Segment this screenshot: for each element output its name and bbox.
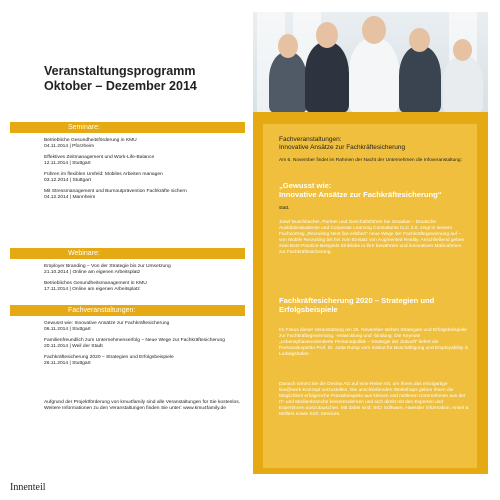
quote-line-1: „Gewusst wie:	[279, 181, 332, 190]
person-head	[453, 39, 472, 61]
item-title: Gewusst wie: Innovative Ansätze zur Fachkräftesicherung	[44, 321, 170, 326]
list-item	[44, 155, 244, 167]
fachveranstaltungen-list	[44, 321, 244, 372]
business-people-photo	[253, 12, 488, 112]
item-date: 17.11.2014 | Online am eigenen Arbeitsplatz	[44, 287, 140, 293]
item-date: 04.11.2014 | Pforzheim	[44, 144, 95, 150]
item-title: Familienfreundlich zum Unternehmenserfolg – Neue Wege zur Fachkräftesicherung	[44, 338, 225, 343]
caption: Innenteil	[10, 482, 46, 493]
brochure-spread	[10, 12, 488, 474]
person-silhouette	[399, 46, 441, 112]
item-date: 04.12.2014 | Mannheim	[44, 195, 96, 201]
quote-line-2: Innovative Ansätze zur Fachkräftesicherung“	[279, 190, 442, 200]
list-item	[44, 138, 244, 150]
item-title: Fachkräftesicherung 2020 – Strategien und Erfolgsbeispiele	[44, 355, 174, 360]
person-silhouette	[269, 52, 307, 112]
list-item	[44, 321, 244, 333]
person-head	[316, 22, 338, 48]
page-title	[44, 64, 197, 94]
list-item	[44, 281, 244, 293]
list-item	[44, 355, 244, 367]
kicker-line-2: Innovative Ansätze zur Fachkräftesicherung	[279, 144, 406, 151]
item-title: Führen im flexiblen Umfeld: Mobiles Arbeiten managen	[44, 172, 163, 177]
item-title: Betriebliche Gesundheitsförderung in KMU	[44, 138, 137, 143]
title-line-2: Oktober – Dezember 2014	[44, 79, 197, 93]
item-date: 06.11.2014 | Stuttgart	[44, 327, 91, 333]
person-head	[409, 28, 430, 52]
section-heading: Seminare:	[68, 124, 100, 131]
left-page	[10, 12, 245, 474]
item-title: Effektives Zeitmanagement und Work-Life-Balance	[44, 155, 155, 160]
intro-text: Am 6. November findet im Rahmen der Nacht der Unternehmen die Infoveranstaltung:	[279, 158, 462, 163]
item-date: 03.12.2014 | Stuttgart	[44, 178, 91, 184]
heading2-line-2: Erfolgsbeispiele	[279, 305, 338, 315]
seminare-list	[44, 138, 244, 206]
paragraph-2: Im Fokus dieser Veranstaltung am 26. November stehen Strategien und Erfolgsbeispiele zur Fachkräftegewinnung, -entwicklung und -bindung. Die Keynote „Lebensphasenorientierte Personalpolitik – Strategie der Zukunft“ liefert die Personalexpertin Prof. Dr. Jutta Rump vom Institut für Beschäftigung und Employability in Ludwigshafen.	[279, 328, 469, 358]
kicker-line-1: Fachveranstaltungen:	[279, 136, 342, 143]
section-heading-2	[279, 296, 434, 315]
section-bar-seminare	[10, 122, 245, 133]
quote-heading	[279, 181, 442, 200]
list-item	[44, 189, 244, 201]
title-line-1: Veranstaltungsprogramm	[44, 64, 196, 78]
item-date: 20.11.2014 | Weil der Stadt	[44, 344, 103, 350]
statt-text: statt.	[279, 206, 290, 211]
section-heading: Fachveranstaltungen:	[68, 307, 136, 314]
list-item	[44, 172, 244, 184]
kicker	[279, 136, 405, 152]
item-date: 26.11.2014 | Stuttgart	[44, 361, 91, 367]
list-item	[44, 264, 244, 276]
item-title: Betriebliches Gesundheitsmanagement in KMU	[44, 281, 147, 286]
heading2-line-1: Fachkräftesicherung 2020 – Strategien und	[279, 296, 435, 305]
person-head	[278, 34, 298, 58]
paragraph-1: Josef Buschbacher, Partner und Geschäftsführer bei Smadias – Deutsche Ausbilderakademie und Corporate Learning Consultants CLC 2.0, zeigt in seinem Fachvortrag „Recruiting Next live erleben“ neue Wege der Fachkräftegewinnung auf – von Mobile Recruiting bis hin zum Einsatz von Augmented Reality. Anschließend geben zwei Best-Practice-Beispiele Einblicke in ihre bewährten und innovativen Maßnahmen zur Fachkräftesicherung.	[279, 220, 465, 256]
list-item	[44, 338, 244, 350]
person-silhouette	[443, 56, 483, 112]
section-bar-fachveranstaltungen	[10, 305, 245, 316]
right-page	[253, 12, 488, 474]
outro-text: Aufgrund der Projektförderung von kmu4family sind alle Veranstaltungen für Sie kostenlos. Weitere Informationen zu den Veranstaltungen finden Sie unter: www.kmu4family.de	[44, 400, 241, 412]
person-silhouette	[305, 42, 349, 112]
paragraph-3: Danach nimmt Sie die Dexina AG auf eine Reise mit, um Ihnen das einzigartige live@work-Konzept vorzustellen. Die anschließenden Workshops geben Ihnen die Möglichkeit erfolgreiche Praxisbeispiele aus kleinen und mittleren Unternehmen aus der IT- und Medienbranche kennenzulernen und sich direkt mit den Experten und Expertinnen auszutauschen. Mit dabei sind: SIC! Software, Haessler Information, Ansel & Möllers sowie SSC Services.	[279, 382, 469, 418]
person-silhouette	[349, 38, 399, 112]
section-bar-webinare	[10, 248, 245, 259]
webinare-list	[44, 264, 244, 298]
item-date: 12.11.2014 | Stuttgart	[44, 161, 91, 167]
person-head	[362, 16, 386, 44]
item-title: Employer Branding – Von der Strategie bis zur Umsetzung	[44, 264, 171, 269]
item-date: 21.10.2014 | Online am eigenen Arbeitsplatz	[44, 270, 141, 276]
item-title: Mit Stressmanagement und Burnoutprävention Fachkräfte sichern	[44, 189, 187, 194]
section-heading: Webinare:	[68, 250, 100, 257]
